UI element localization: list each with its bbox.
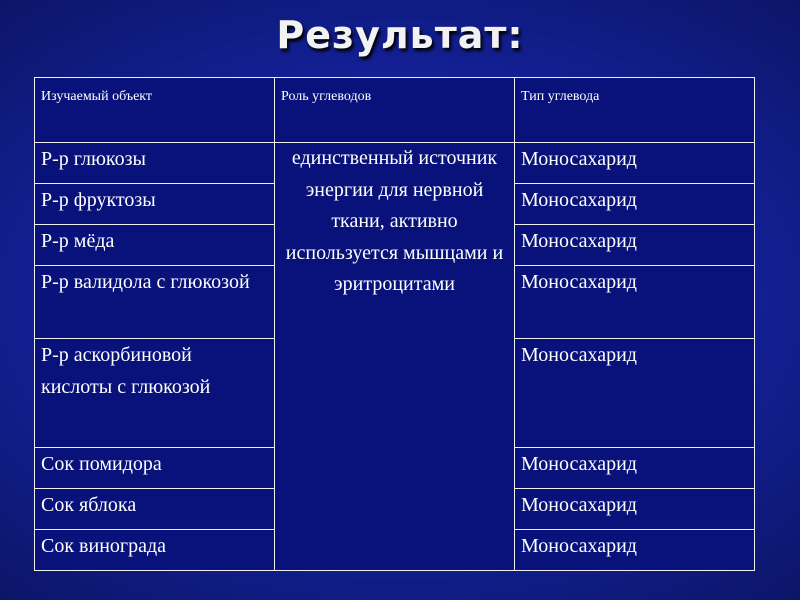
object-cell: Сок винограда [35, 530, 275, 571]
object-cell: Р-р мёда [35, 225, 275, 266]
type-cell: Моносахарид [515, 530, 755, 571]
type-cell: Моносахарид [515, 143, 755, 184]
table-header-row [35, 78, 755, 143]
results-table [34, 77, 755, 571]
type-cell: Моносахарид [515, 489, 755, 530]
table-row [35, 143, 755, 184]
object-cell: Р-р глюкозы [35, 143, 275, 184]
object-cell: Сок помидора [35, 448, 275, 489]
type-cell: Моносахарид [515, 225, 755, 266]
type-cell: Моносахарид [515, 448, 755, 489]
object-cell: Сок яблока [35, 489, 275, 530]
header-carbohydrate-type: Тип углевода [515, 78, 755, 143]
type-cell: Моносахарид [515, 184, 755, 225]
object-cell: Р-р фруктозы [35, 184, 275, 225]
type-cell: Моносахарид [515, 266, 755, 339]
page-title: Результат: [276, 13, 524, 57]
header-carbohydrate-role: Роль углеводов [275, 78, 515, 143]
object-cell: Р-р валидола с глюкозой [35, 266, 275, 339]
type-cell: Моносахарид [515, 339, 755, 448]
header-studied-object: Изучаемый объект [35, 78, 275, 143]
object-cell: Р-р аскорбиновой кислоты с глюкозой [35, 339, 275, 448]
role-cell: единственный источник энергии для нервной ткани, активно используется мышцами и эритроцитами [275, 143, 515, 571]
